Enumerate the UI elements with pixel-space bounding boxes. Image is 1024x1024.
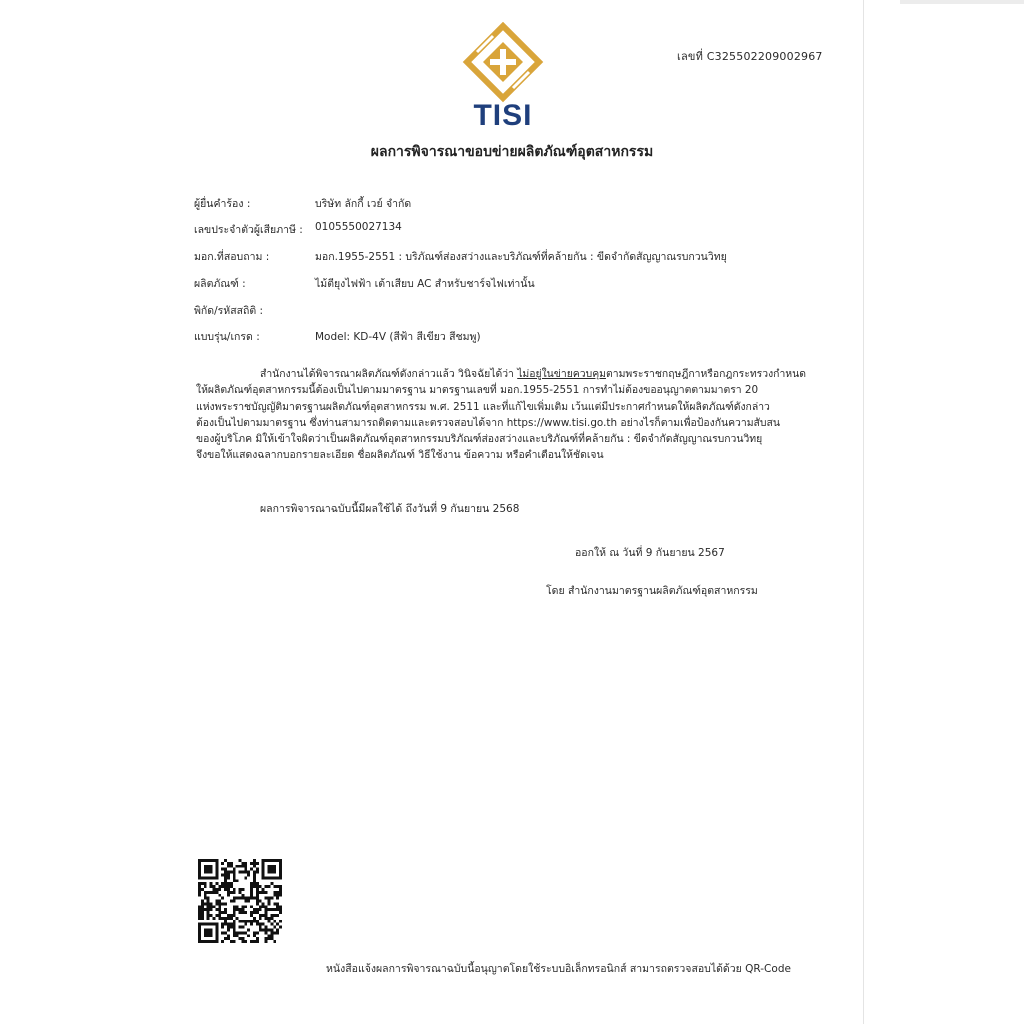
footer-note: หนังสือแจ้งผลการพิจารณาฉบับนี้อนุญาตโดยใช้ระบบอิเล็กทรอนิกส์ สามารถตรวจสอบได้ด้วย QR-Code [326,963,791,975]
issuer-line: โดย สำนักงานมาตรฐานผลิตภัณฑ์อุตสาหกรรม [546,585,758,597]
field-value: ไม้ตียุงไฟฟ้า เต้าเสียบ AC สำหรับชาร์จไฟเท่านั้น [315,278,535,290]
body-line [196,366,806,382]
underlined-text: ไม่อยู่ในข่ายควบคุม [517,368,606,380]
body-line: ให้ผลิตภัณฑ์อุตสาหกรรมนี้ต้องเป็นไปตามมาตรฐาน มาตรฐานเลขที่ มอก.1955-2551 การทำไม่ต้องขออนุญาตตามมาตรา 20 [196,384,759,397]
field-value: Model: KD-4V (สีฟ้า สีเขียว สีชมพู) [315,331,481,343]
document-title: ผลการพิจารณาขอบข่ายผลิตภัณฑ์อุตสาหกรรม [370,144,654,160]
body-line: จึงขอให้แสดงฉลากบอกรายละเอียด ชื่อผลิตภัณฑ์ วิธีใช้งาน ข้อความ หรือคำเตือนให้ชัดเจน [196,449,604,462]
issued-date: ออกให้ ณ วันที่ 9 กันยายน 2567 [575,547,725,559]
field-label: มอก.ที่สอบถาม : [194,251,270,263]
field-label: แบบรุ่น/เกรด : [194,331,260,343]
field-label: เลขประจำตัวผู้เสียภาษี : [194,224,303,236]
field-value: บริษัท ลักกี้ เวย์ จำกัด [315,198,412,210]
document-number: เลขที่ C325502209002967 [677,50,823,63]
body-line: ของผู้บริโภค มิให้เข้าใจผิดว่าเป็นผลิตภัณฑ์อุตสาหกรรมบริภัณฑ์ส่องสว่างและบริภัณฑ์ที่คล้ายกัน : ขีดจำกัดสัญญาณรบกวนวิทยุ [196,433,763,446]
body-text: สำนักงานได้พิจารณาผลิตภัณฑ์ดังกล่าวแล้ว วินิจฉัยได้ว่า [260,368,518,380]
tisi-logo [457,22,549,130]
field-value: มอก.1955-2551 : บริภัณฑ์ส่องสว่างและบริภัณฑ์ที่คล้ายกัน : ขีดจำกัดสัญญาณรบกวนวิทยุ [315,251,727,263]
body-line: ต้องเป็นไปตามมาตรฐาน ซึ่งท่านสามารถติดตามและตรวจสอบได้จาก https://www.tisi.go.th อย่างไรก็ตามเพื่อป้องกันความสับสน [196,416,780,429]
field-label: ผู้ยื่นคำร้อง : [194,198,251,210]
field-label: ผลิตภัณฑ์ : [194,278,246,290]
body-paragraph [196,366,806,464]
logo-text: TISI [473,99,533,130]
qr-code[interactable] [198,859,282,943]
body-text: ตามพระราชกฤษฎีกาหรือกฎกระทรวงกำหนด [606,368,806,380]
body-line: แห่งพระราชบัญญัติมาตรฐานผลิตภัณฑ์อุตสาหกรรม พ.ศ. 2511 และที่แก้ไขเพิ่มเติม เว้นแต่มีประกาศกำหนดให้ผลิตภัณฑ์ดังกล่าว [196,400,770,413]
field-label: พิกัด/รหัสสถิติ : [194,305,264,317]
validity-line: ผลการพิจารณาฉบับนี้มีผลใช้ได้ ถึงวันที่ 9 กันยายน 2568 [260,503,520,515]
scan-top-mark [900,0,1024,4]
field-value: 0105550027134 [315,221,402,233]
